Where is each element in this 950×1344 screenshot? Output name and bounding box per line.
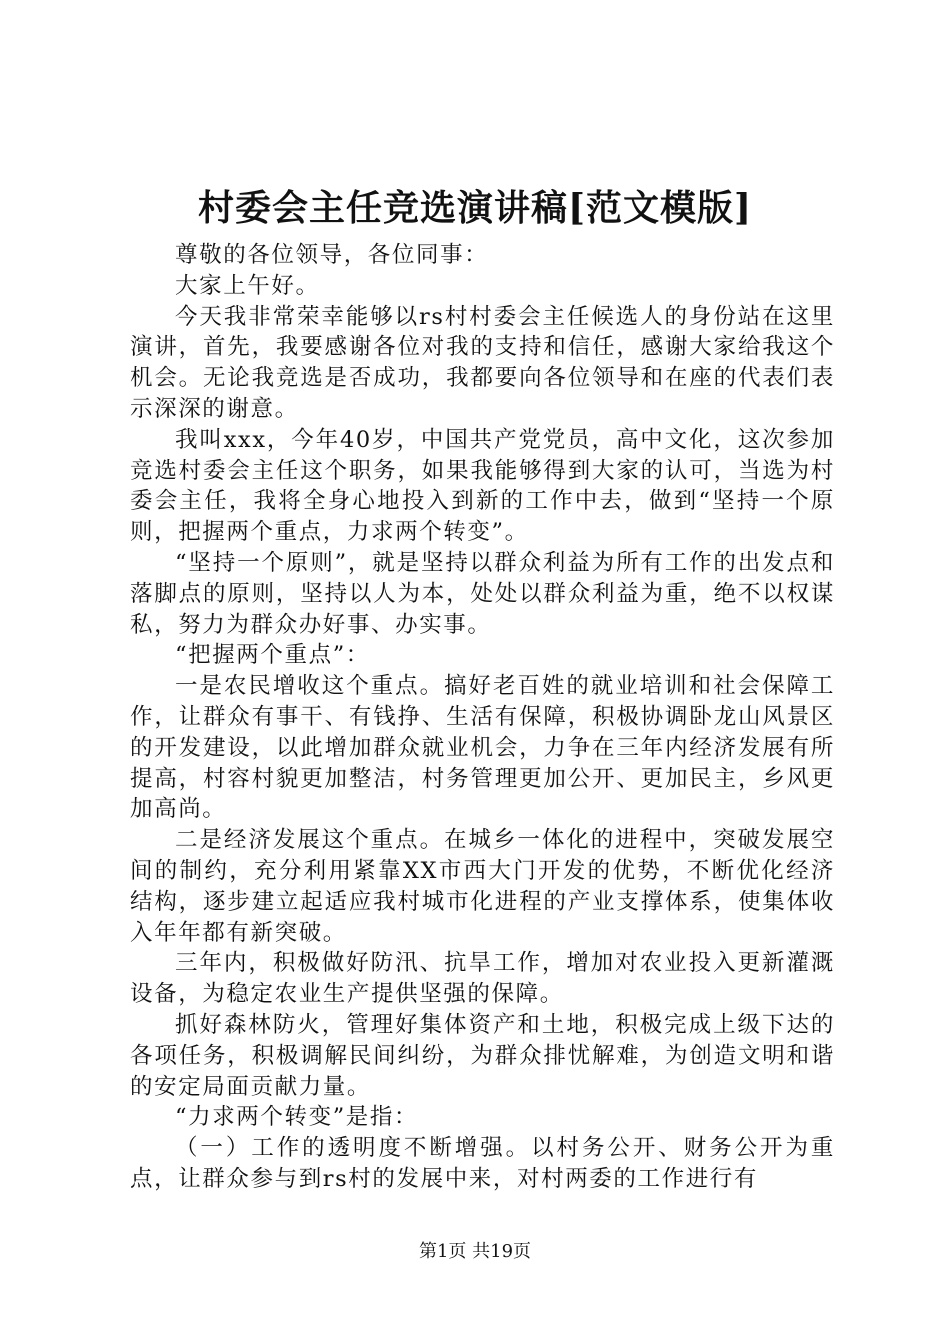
paragraph-one-principle: “坚持一个原则”，就是坚持以群众利益为所有工作的出发点和落脚点的原则，坚持以人为本，处处以群众利益为重，绝不以权谋私，努力为群众办好事、办实事。 bbox=[130, 549, 835, 638]
paragraph-self-introduction: 我叫xxx，今年40岁，中国共产党党员，高中文化，这次参加竞选村委会主任这个职务，如果我能够得到大家的认可，当选为村委会主任，我将全身心地投入到新的工作中去，做到“坚持一个原则，把握两个重点，力求两个转变”。 bbox=[130, 426, 835, 546]
paragraph-flood-drought: 三年内，积极做好防汛、抗旱工作，增加对农业投入更新灌溉设备，为稳定农业生产提供坚强的保障。 bbox=[130, 950, 835, 1008]
paragraph-priority-two: 二是经济发展这个重点。在城乡一体化的进程中，突破发展空间的制约，充分利用紧靠XX市西大门开发的优势，不断优化经济结构，逐步建立起适应我村城市化进程的产业支撑体系，使集体收入年年都有新突破。 bbox=[130, 827, 835, 946]
paragraph-priority-one: 一是农民增收这个重点。搞好老百姓的就业培训和社会保障工作，让群众有事干、有钱挣、生活有保障，积极协调卧龙山风景区的开发建设，以此增加群众就业机会，力争在三年内经济发展有所提高，村容村貌更加整洁，村务管理更加公开、更加民主，乡风更加高尚。 bbox=[130, 673, 835, 823]
document-title: 村委会主任竞选演讲稿[范文模版] bbox=[197, 187, 753, 229]
paragraph-two-changes-heading: “力求两个转变”是指： bbox=[175, 1104, 419, 1131]
paragraph-greeting: 大家上午好。 bbox=[175, 272, 320, 299]
paragraph-salutation: 尊敬的各位领导，各位同事： bbox=[175, 242, 489, 268]
paragraph-two-priorities-heading: “把握两个重点”： bbox=[175, 642, 370, 669]
paragraph-forest-fire: 抓好森林防火，管理好集体资产和土地，积极完成上级下达的各项任务，积极调解民间纠纷，为群众排忧解难，为创造文明和谐的安定局面贡献力量。 bbox=[130, 1011, 835, 1100]
paragraph-change-one: （一）工作的透明度不断增强。以村务公开、财务公开为重点，让群众参与到rs村的发展中来，对村两委的工作进行有 bbox=[130, 1135, 835, 1192]
page-footer: 第1页 共19页 bbox=[418, 1241, 532, 1262]
paragraph-intro: 今天我非常荣幸能够以rs村村委会主任候选人的身份站在这里演讲，首先，我要感谢各位对我的支持和信任，感谢大家给我这个机会。无论我竞选是否成功，我都要向各位领导和在座的代表们表示深深的谢意。 bbox=[130, 303, 835, 422]
document-body bbox=[130, 240, 835, 1195]
